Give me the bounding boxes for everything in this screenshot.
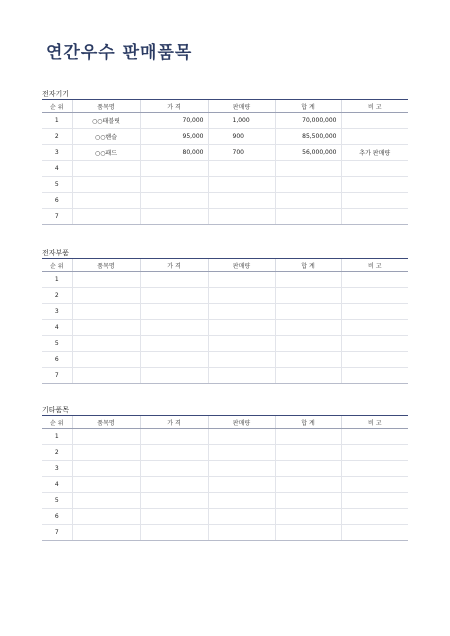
total-cell — [275, 336, 341, 352]
price-cell: 95,000 — [140, 129, 208, 145]
total-cell: 56,000,000 — [275, 145, 341, 161]
section-label: 전자기기 — [42, 90, 70, 98]
total-cell: 70,000,000 — [275, 113, 341, 129]
note-cell — [341, 352, 408, 368]
price-cell — [140, 525, 208, 541]
item-name-cell — [72, 161, 140, 177]
price-cell — [140, 161, 208, 177]
item-name-cell — [72, 193, 140, 209]
price-cell — [140, 461, 208, 477]
item-name-cell — [72, 272, 140, 288]
sales-qty-cell — [208, 193, 275, 209]
price-cell: 80,000 — [140, 145, 208, 161]
rank-cell: 5 — [42, 177, 72, 193]
sales-qty-cell — [208, 368, 275, 384]
note-cell — [341, 161, 408, 177]
section-1 — [42, 89, 408, 225]
rank-cell: 3 — [42, 304, 72, 320]
rank-cell: 5 — [42, 493, 72, 509]
rank-cell: 1 — [42, 272, 72, 288]
note-cell — [341, 193, 408, 209]
product-table — [42, 415, 408, 541]
rank-cell: 2 — [42, 445, 72, 461]
price-cell — [140, 368, 208, 384]
table-row — [42, 429, 408, 445]
rank-cell: 1 — [42, 113, 72, 129]
price-cell — [140, 429, 208, 445]
item-name-cell — [72, 177, 140, 193]
sales-qty-cell — [208, 429, 275, 445]
col-note-header: 비 고 — [341, 416, 408, 429]
total-cell — [275, 288, 341, 304]
table-row — [42, 461, 408, 477]
price-cell — [140, 288, 208, 304]
rank-cell: 2 — [42, 129, 72, 145]
table-row — [42, 145, 408, 161]
total-cell — [275, 429, 341, 445]
table-row — [42, 368, 408, 384]
item-name-cell — [72, 525, 140, 541]
note-cell — [341, 177, 408, 193]
note-cell — [341, 336, 408, 352]
total-cell — [275, 477, 341, 493]
total-cell — [275, 304, 341, 320]
total-cell — [275, 161, 341, 177]
price-cell — [140, 477, 208, 493]
rank-cell: 5 — [42, 336, 72, 352]
note-cell — [341, 113, 408, 129]
note-cell: 추가 판매량 — [341, 145, 408, 161]
sales-qty-cell — [208, 509, 275, 525]
note-cell — [341, 129, 408, 145]
rank-cell: 7 — [42, 368, 72, 384]
rank-cell: 3 — [42, 145, 72, 161]
col-rank-header: 순 위 — [42, 259, 72, 272]
total-cell — [275, 272, 341, 288]
item-name-cell — [72, 368, 140, 384]
item-name-cell — [72, 320, 140, 336]
item-name-cell — [72, 209, 140, 225]
price-cell: 70,000 — [140, 113, 208, 129]
item-name-cell — [72, 461, 140, 477]
table-row — [42, 193, 408, 209]
col-sales-qty-header: 판매량 — [208, 100, 275, 113]
table-row — [42, 352, 408, 368]
sales-qty-cell — [208, 477, 275, 493]
section-2 — [42, 248, 408, 384]
section-label: 전자부품 — [42, 249, 70, 257]
col-item-name-header: 품목명 — [72, 416, 140, 429]
total-cell — [275, 493, 341, 509]
table-row — [42, 493, 408, 509]
note-cell — [341, 429, 408, 445]
sales-qty-cell: 900 — [208, 129, 275, 145]
note-cell — [341, 368, 408, 384]
note-cell — [341, 509, 408, 525]
sales-qty-cell — [208, 320, 275, 336]
rank-cell: 6 — [42, 509, 72, 525]
rank-cell: 2 — [42, 288, 72, 304]
col-item-name-header: 품목명 — [72, 259, 140, 272]
note-cell — [341, 272, 408, 288]
rank-cell: 6 — [42, 352, 72, 368]
price-cell — [140, 209, 208, 225]
total-cell — [275, 177, 341, 193]
item-name-cell: ○○핸슬 — [72, 129, 140, 145]
total-cell — [275, 320, 341, 336]
note-cell — [341, 445, 408, 461]
note-cell — [341, 288, 408, 304]
table-row — [42, 113, 408, 129]
item-name-cell — [72, 288, 140, 304]
total-cell — [275, 509, 341, 525]
total-cell — [275, 368, 341, 384]
sales-qty-cell — [208, 209, 275, 225]
sales-qty-cell — [208, 272, 275, 288]
product-table — [42, 258, 408, 384]
price-cell — [140, 493, 208, 509]
sales-qty-cell — [208, 445, 275, 461]
rank-cell: 1 — [42, 429, 72, 445]
table-row — [42, 161, 408, 177]
table-row — [42, 129, 408, 145]
col-sales-qty-header: 판매량 — [208, 259, 275, 272]
table-row — [42, 304, 408, 320]
col-price-header: 가 격 — [140, 100, 208, 113]
col-item-name-header: 품목명 — [72, 100, 140, 113]
item-name-cell: ○○태블릿 — [72, 113, 140, 129]
total-cell: 85,500,000 — [275, 129, 341, 145]
rank-cell: 7 — [42, 525, 72, 541]
col-price-header: 가 격 — [140, 259, 208, 272]
note-cell — [341, 320, 408, 336]
col-rank-header: 순 위 — [42, 100, 72, 113]
col-rank-header: 순 위 — [42, 416, 72, 429]
col-total-header: 합 계 — [275, 100, 341, 113]
col-total-header: 합 계 — [275, 259, 341, 272]
item-name-cell — [72, 304, 140, 320]
rank-cell: 3 — [42, 461, 72, 477]
col-price-header: 가 격 — [140, 416, 208, 429]
price-cell — [140, 445, 208, 461]
item-name-cell — [72, 509, 140, 525]
table-row — [42, 525, 408, 541]
item-name-cell — [72, 336, 140, 352]
table-row — [42, 288, 408, 304]
section-3 — [42, 405, 408, 541]
product-table — [42, 99, 408, 225]
rank-cell: 7 — [42, 209, 72, 225]
note-cell — [341, 461, 408, 477]
note-cell — [341, 525, 408, 541]
item-name-cell — [72, 493, 140, 509]
sales-qty-cell — [208, 177, 275, 193]
sales-qty-cell — [208, 288, 275, 304]
note-cell — [341, 477, 408, 493]
table-row — [42, 209, 408, 225]
table-row — [42, 177, 408, 193]
note-cell — [341, 304, 408, 320]
sales-qty-cell: 1,000 — [208, 113, 275, 129]
table-row — [42, 320, 408, 336]
item-name-cell — [72, 352, 140, 368]
sales-qty-cell — [208, 304, 275, 320]
rank-cell: 6 — [42, 193, 72, 209]
sales-qty-cell — [208, 161, 275, 177]
price-cell — [140, 304, 208, 320]
sales-qty-cell — [208, 493, 275, 509]
rank-cell: 4 — [42, 477, 72, 493]
sales-qty-cell — [208, 461, 275, 477]
table-row — [42, 336, 408, 352]
total-cell — [275, 193, 341, 209]
price-cell — [140, 352, 208, 368]
price-cell — [140, 177, 208, 193]
price-cell — [140, 336, 208, 352]
price-cell — [140, 272, 208, 288]
total-cell — [275, 352, 341, 368]
item-name-cell — [72, 445, 140, 461]
item-name-cell: ○○패드 — [72, 145, 140, 161]
table-row — [42, 477, 408, 493]
col-note-header: 비 고 — [341, 259, 408, 272]
rank-cell: 4 — [42, 161, 72, 177]
rank-cell: 4 — [42, 320, 72, 336]
sales-qty-cell — [208, 525, 275, 541]
table-row — [42, 445, 408, 461]
sales-qty-cell — [208, 336, 275, 352]
sales-qty-cell — [208, 352, 275, 368]
page-title: 연간우수 판매품목 — [46, 43, 193, 63]
total-cell — [275, 461, 341, 477]
col-total-header: 합 계 — [275, 416, 341, 429]
total-cell — [275, 525, 341, 541]
price-cell — [140, 509, 208, 525]
price-cell — [140, 193, 208, 209]
table-row — [42, 509, 408, 525]
total-cell — [275, 445, 341, 461]
col-sales-qty-header: 판매량 — [208, 416, 275, 429]
sales-qty-cell: 700 — [208, 145, 275, 161]
table-row — [42, 272, 408, 288]
item-name-cell — [72, 429, 140, 445]
total-cell — [275, 209, 341, 225]
section-label: 기타품목 — [42, 406, 70, 414]
price-cell — [140, 320, 208, 336]
note-cell — [341, 209, 408, 225]
item-name-cell — [72, 477, 140, 493]
col-note-header: 비 고 — [341, 100, 408, 113]
note-cell — [341, 493, 408, 509]
